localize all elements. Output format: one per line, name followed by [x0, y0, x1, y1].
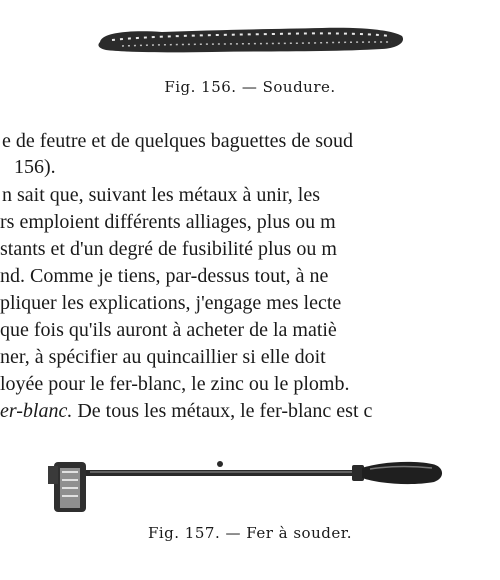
text-line: ner, à spécifier au quincaillier si elle doit: [0, 346, 326, 368]
text-line-last: [0, 398, 372, 424]
text-line: loyée pour le fer-blanc, le zinc ou le plomb.: [0, 373, 350, 395]
text-line: pliquer les explications, j'engage mes lecte: [0, 292, 342, 314]
text-line: nd. Comme je tiens, par-dessus tout, à ne: [0, 265, 329, 287]
text-line: stants et d'un degré de fusibilité plus ou m: [0, 238, 337, 260]
solder-stick-illustration: [92, 22, 412, 58]
soldering-iron-illustration: [40, 448, 450, 528]
text-line: e de feutre et de quelques baguettes de soud: [2, 130, 353, 152]
figure-157-caption: Fig. 157. — Fer à souder.: [147, 524, 353, 542]
text-continuation: De tous les métaux, le fer-blanc est c: [72, 400, 373, 422]
text-line: rs emploient différents alliages, plus ou m: [0, 211, 336, 233]
text-line: 156).: [14, 156, 56, 178]
text-line: n sait que, suivant les métaux à unir, les: [2, 184, 321, 206]
italic-term: er-blanc.: [0, 400, 73, 422]
figure-156-caption: Fig. 156. — Soudure.: [164, 78, 336, 96]
text-line: que fois qu'ils auront à acheter de la matiè: [0, 319, 337, 341]
